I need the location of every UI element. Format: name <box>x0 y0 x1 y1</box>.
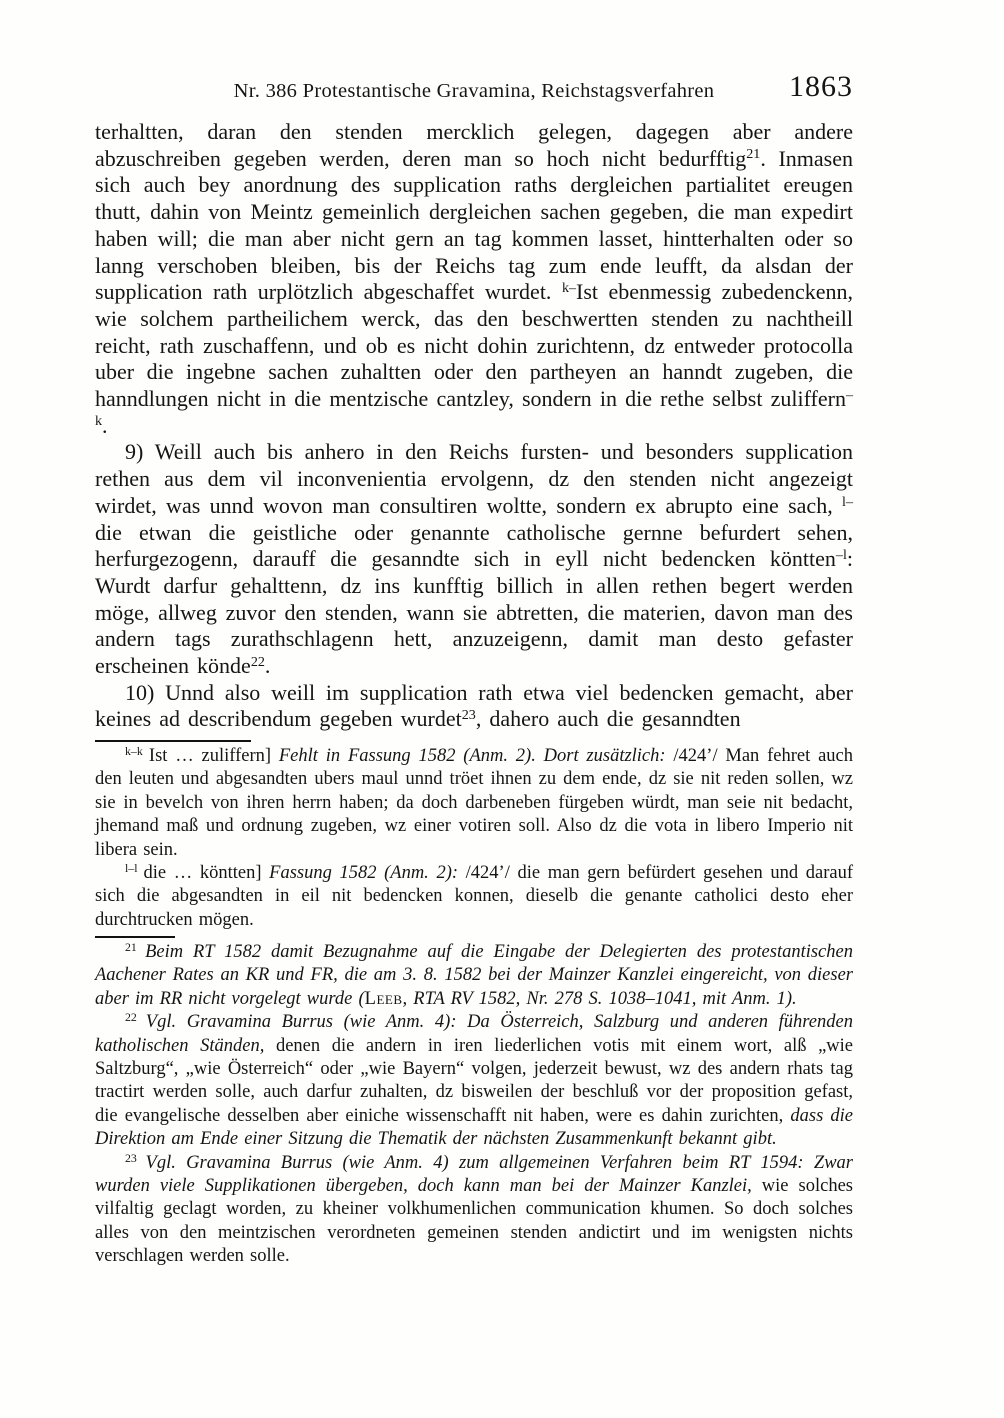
running-head-title: Nr. 386 Protestantische Gravamina, Reichstagsverfahren <box>233 80 715 102</box>
text-segment: /424’/ die man gern befürdert gesehen und darauf sich die abgesandten in eil nit bedencken konnen, dieselb die genante catholici desto eher durchtrucken mögen. <box>95 863 853 930</box>
text-segment: terhaltten, daran den stenden mercklich gelegen, dagegen aber andere abzuschreiben gegeben werden, deren man so hoch nicht bedurfftig <box>95 119 853 171</box>
text-segment: : Wurdt darfur gehalttenn, dz ins kunfftig billich in allen rethen begert werden möge, allweg zuvor den stenden, wann sie abtretten, die materien, davon man des andern tags zurathschlagenn hett, anzuzeigenn, damit man desto gefaster erscheinen könde <box>95 546 853 679</box>
text-segment: Fehlt in Fassung 1582 (Anm. 2). Dort zusätzlich: <box>278 746 674 766</box>
apparatus-separator-rule <box>95 740 251 742</box>
body-paragraph-continuation <box>95 119 853 439</box>
body-paragraph-9 <box>95 439 853 679</box>
numbered-footnotes <box>95 941 853 1269</box>
apparatus-note-l <box>95 862 853 932</box>
footnote-siglum: 22 <box>250 653 265 670</box>
text-segment: 9) Weill auch bis anhero in den Reichs fursten- und besonders supplication rethen aus dem vil inconvenientia ervolgenn, dz den stenden nicht angezeigt wirdet, was unnd wovon man consultiren woltte, sondern ex abrupto eine sach, <box>95 439 853 518</box>
footnote-siglum: –l <box>835 546 847 563</box>
text-segment: die … köntten] <box>143 863 270 884</box>
text-segment: , RTA RV 1582, Nr. 278 S. 1038–1041, mit Anm. 1). <box>402 988 797 1009</box>
text-segment: /424’/ Man fehret auch den leuten und abgesandten ubers maul unnd tröet ihnen zu dem ende, dz sie nit reden sollen, wz sie in bevelch von ihren herrn haben; da doch darbeneben fürgeben würdt, man seie nit bedacht, jhemand maß und ordnung zugeben, wz einer votiren soll. Also dz die vota in libero Imperio nit libera sein. <box>95 746 854 860</box>
text-segment: , dahero auch die gesanndten <box>475 706 741 732</box>
footnote-siglum: 22 <box>125 1010 146 1025</box>
apparatus-note-k <box>95 745 853 862</box>
text-segment: . <box>102 412 108 438</box>
text-segment: Leeb <box>364 988 403 1009</box>
footnote-21 <box>95 941 853 1011</box>
text-segment: Ist … zuliffern] <box>148 746 279 766</box>
text-segment: . Inmasen sich auch bey anordnung des supplication raths dergleichen partialitet ereugen thutt, dahin von Meintz gemeinlich dergleichen sachen gegeben, die man expedirt haben will; die man aber nicht gern an tag kommen lasset, hintterhalten oder so lanng verschoben bleiben, bis der Reichs tag zum ende leufft, da alsdan der supplication rath urplötzlich abgeschaffet wurdet. <box>95 145 853 305</box>
text-segment: Vgl. Gravamina Burrus (wie Anm. 4) zum allgemeinen Verfahren beim RT 1594: Zwar wurden viele Supplikationen übergeben, doch kann man bei der Mainzer Kanzlei, <box>95 1152 853 1197</box>
footnote-23 <box>95 1152 853 1269</box>
footnote-22 <box>95 1011 853 1151</box>
text-segment: dass die Direktion am Ende einer Sitzung die Thematik der nächsten Zusammenkunft bekannt gibt. <box>95 1105 853 1150</box>
running-head <box>95 70 853 108</box>
text-segment: Ist ebenmessig zubedenckenn, wie solchem partheilichem werck, das den beschwertten stenden zu nachtheill reicht, rath zuschaffenn, und ob es nicht dohin zurichtenn, dz entweder protocolla uber die ingebne sachen zuhaltten oder den partheyen an hanndt zugeben, die hanndlungen nicht in die mentzische cantzley, sondern in die rethe selbst zuliffern <box>95 279 853 412</box>
footnote-siglum: l–l <box>125 860 144 875</box>
text-segment: denen die andern in iren liederlichen votis mit einem wort, alß „wie Saltzburg“, „wie Österreich“ oder „wie Bayern“ volgen, jederzeit bewust, wz des andern rhats tag tractirt werden solle, auch darfur zuhalten, dz bisweilen der beschluß vor der proposition gefast, die evangelische desselben aber einiche wissenschafft nit haben, were es dahin zurichten, <box>95 1035 854 1126</box>
body-paragraph-10 <box>95 680 853 733</box>
text-critical-apparatus <box>95 745 853 932</box>
text-segment: Beim RT 1582 damit Bezugnahme auf die Eingabe der Delegierten des protestantischen Aachener Rates an KR und FR, die am 3. 8. 1582 bei der Mainzer Kanzlei eingereicht, von dieser aber im RR nicht vorgelegt wurde ( <box>95 942 853 1009</box>
page-number: 1863 <box>789 70 853 103</box>
footnote-siglum: k– <box>561 279 577 296</box>
text-segment: Fassung 1582 (Anm. 2): <box>269 863 466 884</box>
footnote-siglum: 23 <box>461 707 476 724</box>
text-segment: . <box>264 653 271 679</box>
footnote-separator-rule <box>95 936 175 938</box>
text-segment: Vgl. Gravamina Burrus (wie Anm. 4): Da Österreich, Salzburg und anderen führenden katholischen Ständen, <box>95 1012 853 1056</box>
footnote-siglum: l– <box>842 493 853 510</box>
footnote-siglum: 21 <box>125 939 146 954</box>
text-segment: die etwan die geistliche oder genannte catholische gernne befurdert sehen, herfurgezogenn, darauff die gesanndte sich in eyll nicht bedencken köntten <box>95 519 853 572</box>
footnote-siglum: 23 <box>125 1150 146 1165</box>
footnote-siglum: 21 <box>746 146 761 163</box>
main-text-block <box>95 119 853 733</box>
footnote-siglum: –k <box>95 386 853 430</box>
text-segment: 10) Unnd also weill im supplication rath etwa viel bedencken gemacht, aber keines ad describendum gegeben wurdet <box>95 679 853 732</box>
footnote-siglum: k–k <box>125 743 149 758</box>
text-segment: wie solches vilfaltig geclagt worden, zu kheiner volkhumenlichen communication khumen. So doch solches alles von den meintzischen verordneten gemeinen stenden andictirt und im wenigsten nichts verschlagen werden solle. <box>95 1176 853 1267</box>
